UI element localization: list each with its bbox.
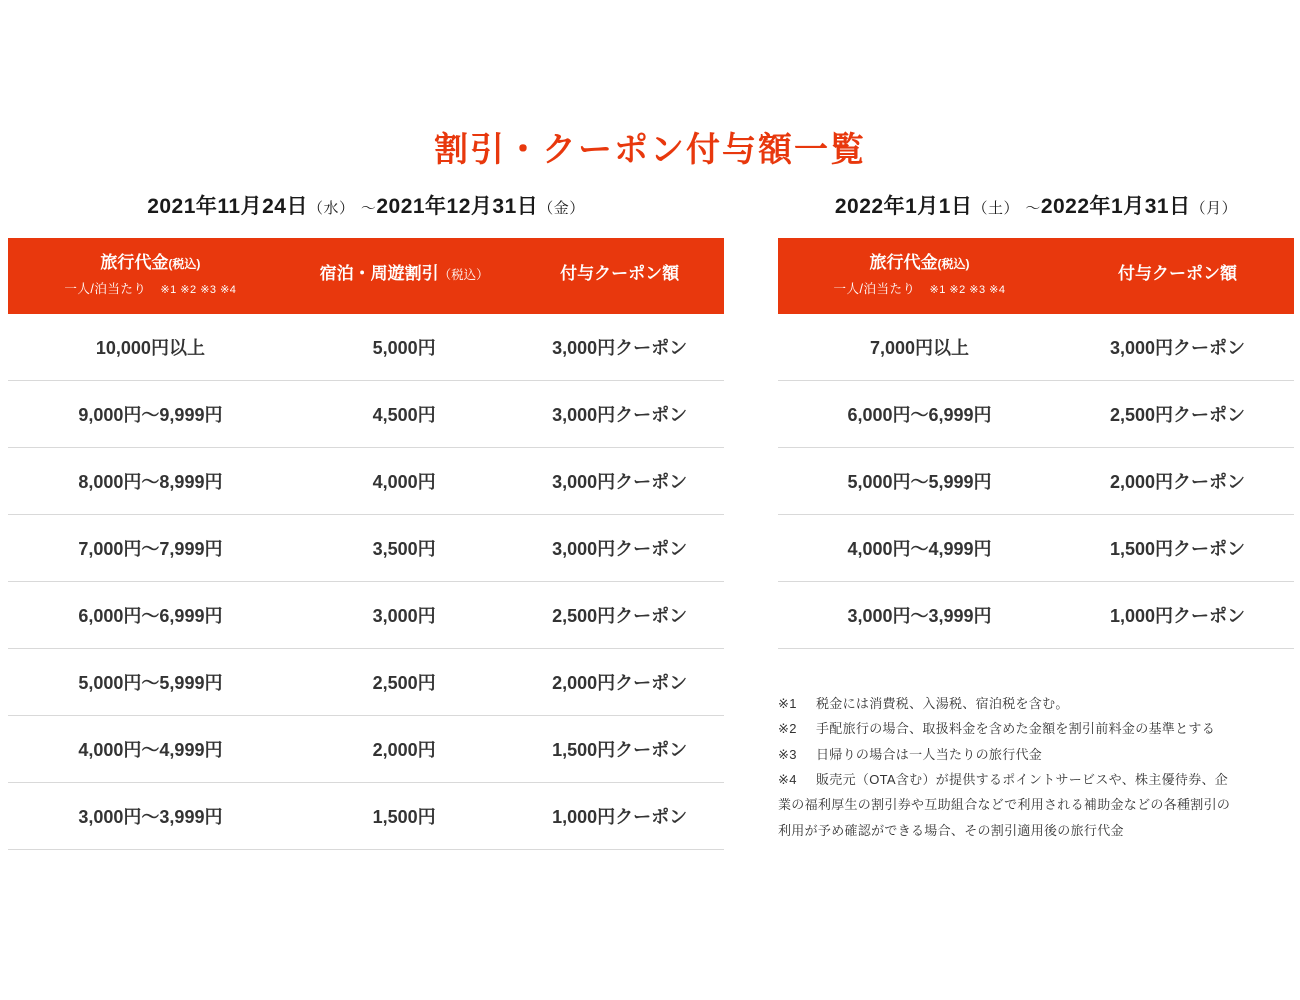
right-period-start-day: （土） bbox=[972, 200, 1019, 217]
left-row-0-coupon: 3,000円クーポン bbox=[515, 314, 724, 381]
table-row bbox=[778, 314, 1294, 381]
left-row-7-price: 3,000円〜3,999円 bbox=[8, 782, 293, 849]
right-period-end-day: （月） bbox=[1190, 200, 1238, 217]
left-row-5-price: 5,000円〜5,999円 bbox=[8, 648, 293, 715]
left-header-row bbox=[8, 238, 724, 314]
left-period-tilde: 〜 bbox=[360, 200, 377, 217]
left-table-head bbox=[8, 238, 724, 314]
left-header-price-sub bbox=[12, 281, 289, 298]
left-row-3-discount: 3,500円 bbox=[293, 514, 516, 581]
right-header-price-sub-text: 一人/泊当たり bbox=[833, 281, 916, 296]
right-row-4-coupon: 1,000円クーポン bbox=[1061, 581, 1294, 648]
left-period-end: 2021年12月31日 bbox=[376, 195, 539, 218]
right-header-price-tax: (税込) bbox=[937, 257, 970, 271]
footnote-3-mark: ※3 bbox=[778, 746, 797, 762]
right-header-price-sub bbox=[782, 281, 1057, 298]
left-period-label bbox=[8, 190, 724, 220]
left-row-6-price: 4,000円〜4,999円 bbox=[8, 715, 293, 782]
right-table-head bbox=[778, 238, 1294, 314]
right-header-coupon bbox=[1061, 238, 1294, 314]
footnote-4 bbox=[778, 767, 1294, 792]
left-row-3-coupon: 3,000円クーポン bbox=[515, 514, 724, 581]
left-header-price-tax: (税込) bbox=[168, 257, 201, 271]
left-row-4-coupon: 2,500円クーポン bbox=[515, 581, 724, 648]
right-period-end: 2022年1月31日 bbox=[1040, 195, 1191, 218]
table-row bbox=[8, 514, 724, 581]
left-header-price bbox=[8, 238, 293, 314]
table-row bbox=[8, 380, 724, 447]
left-row-6-coupon: 1,500円クーポン bbox=[515, 715, 724, 782]
left-row-2-coupon: 3,000円クーポン bbox=[515, 447, 724, 514]
right-row-3-coupon: 1,500円クーポン bbox=[1061, 514, 1294, 581]
left-table-section bbox=[8, 190, 724, 850]
left-header-discount bbox=[293, 238, 516, 314]
table-row bbox=[778, 380, 1294, 447]
left-row-4-price: 6,000円〜6,999円 bbox=[8, 581, 293, 648]
footnote-1-text: 税金には消費税、入湯税、宿泊税を含む。 bbox=[816, 695, 1069, 711]
left-header-discount-main bbox=[297, 263, 512, 286]
left-header-price-notes: ※1 ※2 ※3 ※4 bbox=[160, 283, 237, 296]
right-header-price-notes: ※1 ※2 ※3 ※4 bbox=[929, 283, 1006, 296]
left-row-1-coupon: 3,000円クーポン bbox=[515, 380, 724, 447]
footnote-4-mark: ※4 bbox=[778, 771, 797, 787]
footnote-2 bbox=[778, 716, 1294, 741]
footnote-4-cont-1: 業の福利厚生の割引券や互助組合などで利用される補助金などの各種割引の bbox=[778, 797, 1231, 813]
left-row-2-discount: 4,000円 bbox=[293, 447, 516, 514]
right-period-start: 2022年1月1日 bbox=[834, 195, 973, 218]
left-rate-table bbox=[8, 238, 724, 850]
table-row bbox=[8, 648, 724, 715]
right-table-section bbox=[778, 190, 1294, 843]
left-row-7-coupon: 1,000円クーポン bbox=[515, 782, 724, 849]
left-row-7-discount: 1,500円 bbox=[293, 782, 516, 849]
left-row-4-discount: 3,000円 bbox=[293, 581, 516, 648]
right-row-4-price: 3,000円〜3,999円 bbox=[778, 581, 1061, 648]
footnote-4-cont-2: 利用が予め確認ができる場合、その割引適用後の旅行代金 bbox=[778, 822, 1124, 838]
left-header-price-main bbox=[12, 252, 289, 275]
right-header-price bbox=[778, 238, 1061, 314]
table-row bbox=[8, 715, 724, 782]
left-row-1-price: 9,000円〜9,999円 bbox=[8, 380, 293, 447]
right-header-price-text: 旅行代金 bbox=[869, 253, 938, 272]
left-header-discount-tax: （税込） bbox=[438, 268, 489, 283]
right-row-3-price: 4,000円〜4,999円 bbox=[778, 514, 1061, 581]
right-row-2-price: 5,000円〜5,999円 bbox=[778, 447, 1061, 514]
left-header-discount-text: 宿泊・周遊割引 bbox=[319, 264, 439, 284]
left-row-3-price: 7,000円〜7,999円 bbox=[8, 514, 293, 581]
left-period-start-day: （水） bbox=[307, 200, 355, 217]
table-row bbox=[8, 782, 724, 849]
left-row-5-coupon: 2,000円クーポン bbox=[515, 648, 724, 715]
right-header-row bbox=[778, 238, 1294, 314]
left-row-5-discount: 2,500円 bbox=[293, 648, 516, 715]
right-row-0-price: 7,000円以上 bbox=[778, 314, 1061, 381]
footnote-2-mark: ※2 bbox=[778, 721, 797, 737]
footnote-3-text: 日帰りの場合は一人当たりの旅行代金 bbox=[816, 746, 1043, 762]
footnotes bbox=[778, 691, 1294, 843]
footnote-3 bbox=[778, 742, 1294, 767]
right-row-1-coupon: 2,500円クーポン bbox=[1061, 380, 1294, 447]
left-period-end-day: （金） bbox=[538, 200, 585, 217]
left-period-start: 2021年11月24日 bbox=[147, 195, 308, 218]
right-header-coupon-text: 付与クーポン額 bbox=[1118, 264, 1237, 284]
footnote-1-mark: ※1 bbox=[778, 695, 797, 711]
table-row bbox=[778, 581, 1294, 648]
left-header-coupon-text: 付与クーポン額 bbox=[560, 264, 680, 284]
right-rate-table bbox=[778, 238, 1294, 649]
right-period-label bbox=[778, 190, 1294, 220]
left-row-0-price: 10,000円以上 bbox=[8, 314, 293, 381]
right-header-price-main bbox=[782, 252, 1057, 275]
table-row bbox=[8, 581, 724, 648]
table-row bbox=[778, 447, 1294, 514]
footnote-4-text: 販売元（OTA含む）が提供するポイントサービスや、株主優待券、企 bbox=[816, 771, 1229, 787]
left-row-2-price: 8,000円〜8,999円 bbox=[8, 447, 293, 514]
table-row bbox=[8, 447, 724, 514]
left-header-coupon bbox=[515, 238, 724, 314]
left-row-0-discount: 5,000円 bbox=[293, 314, 516, 381]
table-row bbox=[8, 314, 724, 381]
left-header-price-text: 旅行代金 bbox=[100, 253, 169, 272]
right-row-0-coupon: 3,000円クーポン bbox=[1061, 314, 1294, 381]
left-table-body bbox=[8, 314, 724, 850]
table-row bbox=[778, 514, 1294, 581]
left-row-6-discount: 2,000円 bbox=[293, 715, 516, 782]
right-table-body bbox=[778, 314, 1294, 649]
left-header-price-sub-text: 一人/泊当たり bbox=[64, 281, 147, 296]
footnote-1 bbox=[778, 691, 1294, 716]
right-row-2-coupon: 2,000円クーポン bbox=[1061, 447, 1294, 514]
page-title: 割引・クーポン付与額一覧 bbox=[434, 131, 866, 169]
left-row-1-discount: 4,500円 bbox=[293, 380, 516, 447]
right-row-1-price: 6,000円〜6,999円 bbox=[778, 380, 1061, 447]
right-period-tilde: 〜 bbox=[1025, 200, 1041, 217]
footnote-2-text: 手配旅行の場合、取扱料金を含めた金額を割引前料金の基準とする bbox=[816, 721, 1216, 737]
